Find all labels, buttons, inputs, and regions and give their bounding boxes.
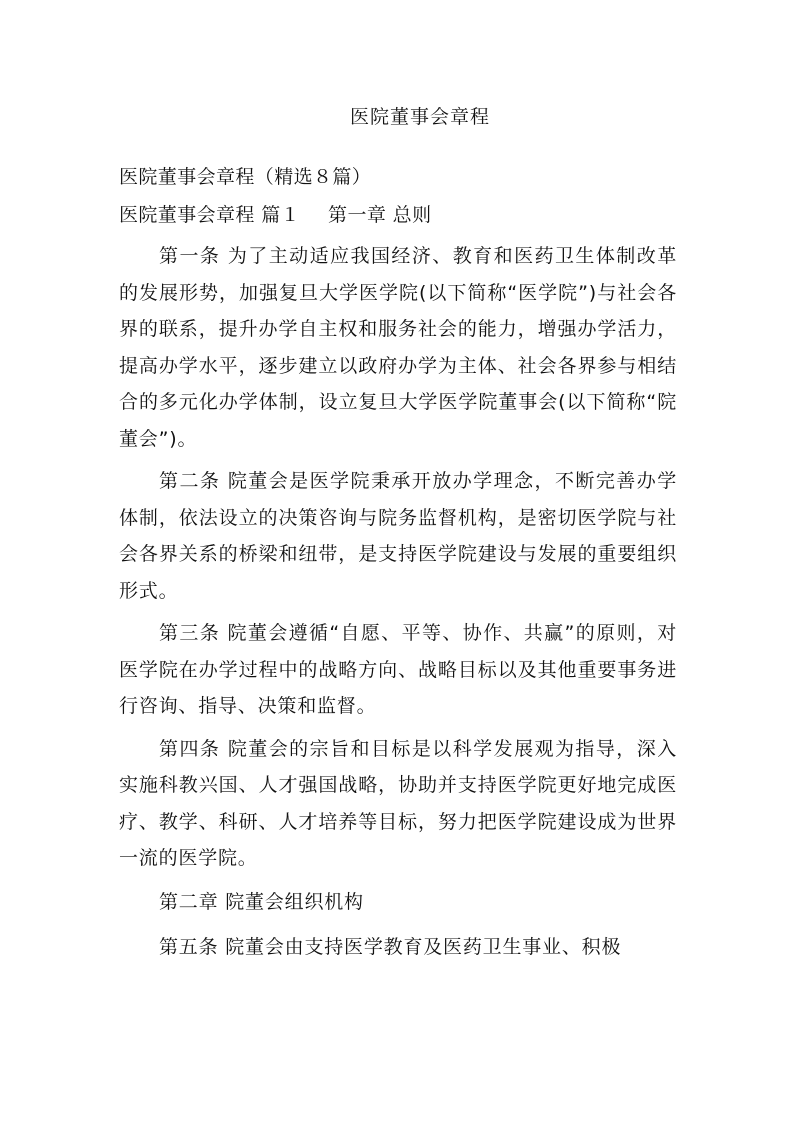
document-body [119, 158, 677, 971]
article-paragraph: 第二条 院董会是医学院秉承开放办学理念，不断完善办学体制，依法设立的决策咨询与院务监督机构，是密切医学院与社会各界关系的桥梁和纽带，是支持医学院建设与发展的重要组织形式。 [119, 470, 677, 602]
chapter-two-heading: 第二章 院董会组织机构 [159, 890, 364, 913]
document-title: 医院董事会章程 [349, 106, 490, 128]
article-five-partial: 第五条 院董会由支持医学教育及医药卫生事业、积极 [159, 935, 622, 958]
document-subtitle: 医院董事会章程（精选８篇） [119, 166, 372, 188]
section-heading-line [119, 196, 677, 234]
article-paragraph: 第四条 院董会的宗旨和目标是以科学发展观为指导，深入实施科教兴国、人才强国战略，协助并支持医学院更好地完成医疗、教学、科研、人才培养等目标，努力把医学院建设成为世界一流的医学院。 [119, 737, 677, 869]
article-paragraph: 第一条 为了主动适应我国经济、教育和医药卫生体制改革的发展形势，加强复旦大学医学院(以下简称“医学院”)与社会各界的联系，提升办学自主权和服务社会的能力，增强办学活力，提高办学水平，逐步建立以政府办学为主体、社会各界参与相结合的多元化办学体制，设立复旦大学医学院董事会(以下简称“院董会”)。 [119, 245, 677, 450]
article-paragraph: 第三条 院董会遵循“自愿、平等、协作、共赢”的原则，对医学院在办学过程中的战略方向、战略目标以及其他重要事务进行咨询、指导、决策和监督。 [119, 622, 677, 717]
section-heading: 医院董事会章程 篇１ [119, 204, 301, 226]
chapter-one-heading: 第一章 总则 [328, 204, 432, 226]
